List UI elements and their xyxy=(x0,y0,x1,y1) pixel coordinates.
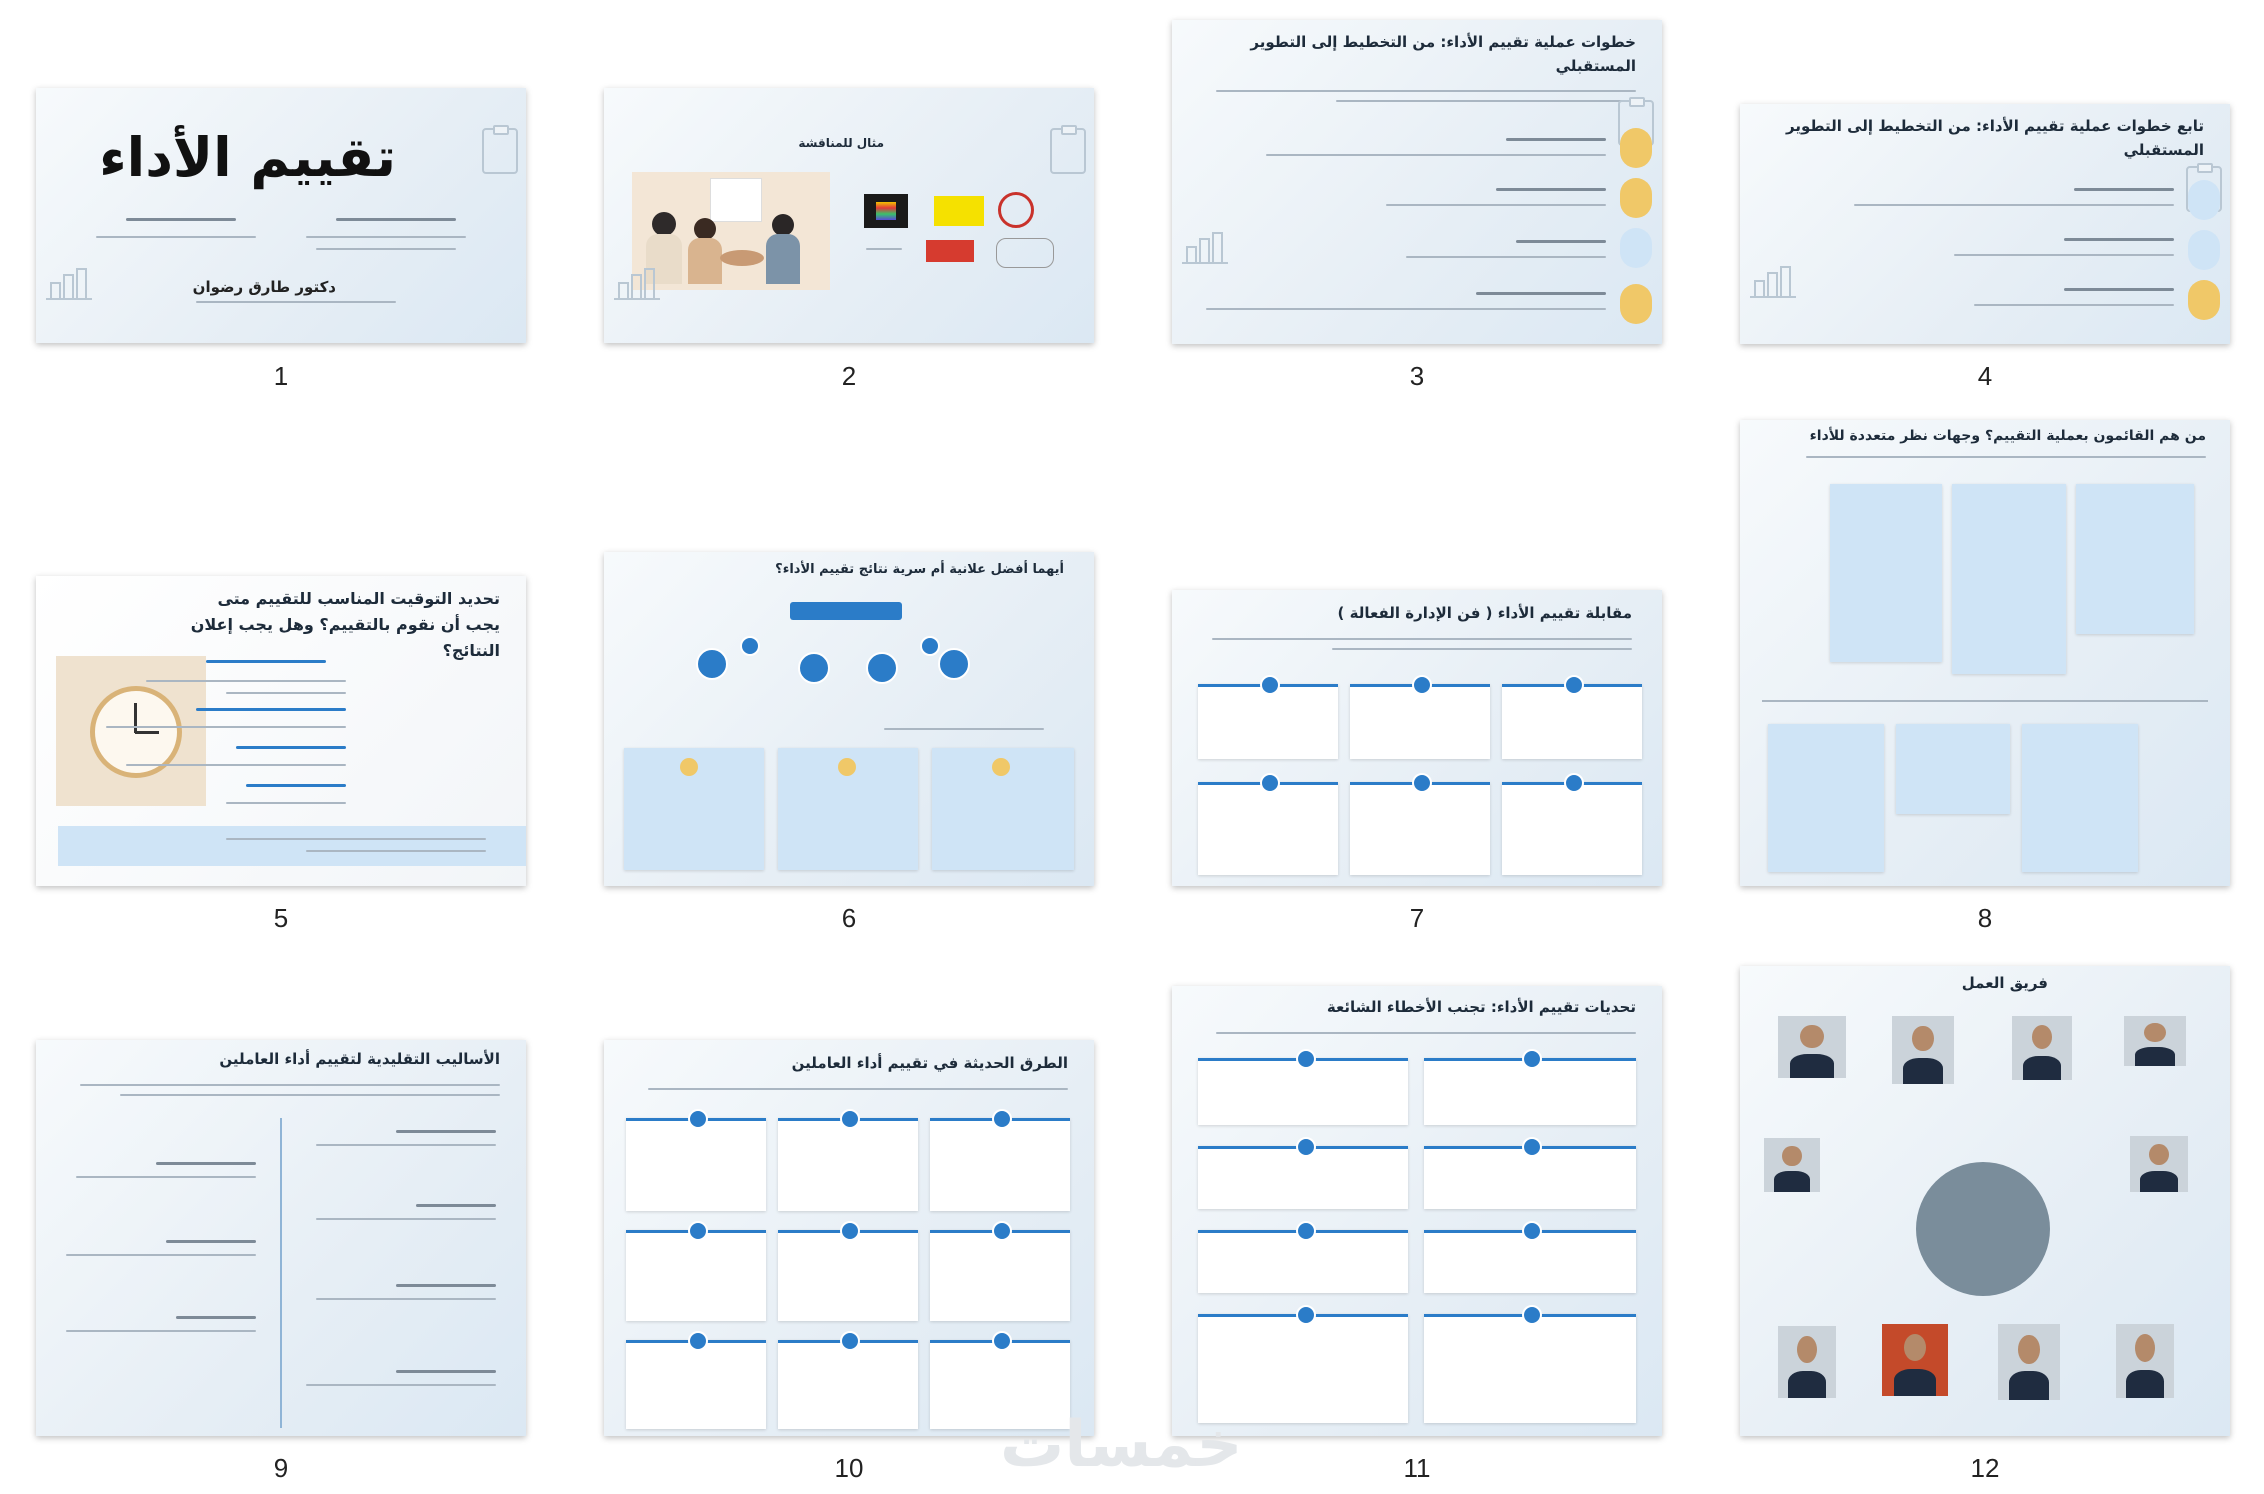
slide-title: تقييم الأداء xyxy=(99,126,396,189)
info-card xyxy=(624,748,764,870)
option-icon xyxy=(798,652,830,684)
info-card xyxy=(2022,724,2138,872)
slide-number: 4 xyxy=(1977,361,1993,391)
slide-title: خطوات عملية تقييم الأداء: من التخطيط إلى التطوير المستقبلي xyxy=(1250,33,1636,75)
info-card xyxy=(1424,1230,1636,1293)
timeline xyxy=(1762,700,2208,702)
slide-title: مقابلة تقييم الأداء ( فن الإدارة الفعالة ) xyxy=(1337,604,1632,622)
info-card xyxy=(1198,782,1338,875)
slide-9[interactable] xyxy=(36,1040,526,1436)
slide-title: مثال للمناقشة xyxy=(798,136,884,150)
logo-yellow xyxy=(934,196,984,226)
option-icon xyxy=(866,652,898,684)
team-member-photo xyxy=(2116,1324,2174,1398)
info-card xyxy=(1830,484,1942,662)
info-card xyxy=(2076,484,2194,634)
timeline xyxy=(280,1118,282,1428)
info-card xyxy=(1198,1230,1408,1293)
info-card xyxy=(1424,1314,1636,1423)
info-card xyxy=(778,1340,918,1429)
info-card xyxy=(1198,684,1338,759)
step-badge xyxy=(1620,178,1652,218)
info-card xyxy=(1896,724,2010,814)
group-photo xyxy=(1916,1162,2050,1296)
option-icon xyxy=(938,648,970,680)
watermark: خمسات xyxy=(1000,1408,1243,1482)
info-card xyxy=(1952,484,2066,674)
info-card xyxy=(778,748,918,870)
info-card xyxy=(626,1340,766,1429)
slide-11[interactable] xyxy=(1172,986,1662,1436)
info-card xyxy=(1350,684,1490,759)
info-card xyxy=(932,748,1074,870)
step-badge xyxy=(2188,230,2220,270)
chart-icon xyxy=(1182,230,1228,264)
info-card xyxy=(778,1118,918,1211)
clipboard-icon xyxy=(482,128,518,174)
slide-title: تحديد التوقيت المناسب للتقييم متى يجب أن نقوم بالتقييم؟ وهل يجب إعلان النتائج؟ xyxy=(190,589,500,660)
slide-number: 6 xyxy=(841,903,857,933)
step-badge xyxy=(1620,284,1652,324)
team-member-photo xyxy=(1778,1326,1836,1398)
slide-12[interactable] xyxy=(1740,966,2230,1436)
slide-number: 2 xyxy=(841,361,857,391)
slide-title: أيهما أفضل علانية أم سرية نتائج تقييم الأداء؟ xyxy=(775,562,1064,577)
logo-red xyxy=(926,240,974,262)
slide-number: 5 xyxy=(273,903,289,933)
slide-1[interactable] xyxy=(36,88,526,343)
step-badge xyxy=(1620,228,1652,268)
slide-3[interactable] xyxy=(1172,20,1662,344)
slide-number: 3 xyxy=(1409,361,1425,391)
slide-title: تحديات تقييم الأداء: تجنب الأخطاء الشائعة xyxy=(1326,998,1636,1016)
slide-10[interactable] xyxy=(604,1040,1094,1436)
info-card xyxy=(1768,724,1884,872)
step-badge xyxy=(2188,180,2220,220)
info-card xyxy=(930,1118,1070,1211)
info-card xyxy=(1198,1058,1408,1125)
team-member-photo xyxy=(1998,1324,2060,1400)
slide-6[interactable] xyxy=(604,552,1094,886)
info-card xyxy=(626,1118,766,1211)
chart-icon xyxy=(1750,264,1796,298)
team-member-photo xyxy=(1778,1016,1846,1078)
slide-number: 11 xyxy=(1403,1453,1431,1483)
clock-image xyxy=(56,656,206,806)
info-card xyxy=(1198,1314,1408,1423)
info-card xyxy=(778,1230,918,1321)
team-member-photo xyxy=(2012,1016,2072,1080)
slide-4[interactable] xyxy=(1740,104,2230,344)
slide-title: الطرق الحديثة في تقييم أداء العاملين xyxy=(791,1054,1068,1072)
logo-dark xyxy=(864,194,908,228)
slide-number: 10 xyxy=(834,1453,864,1483)
slide-number: 8 xyxy=(1977,903,1993,933)
team-member-photo xyxy=(1882,1324,1948,1396)
chart-icon xyxy=(614,266,660,300)
team-member-photo xyxy=(2124,1016,2186,1066)
slide-title: فريق العمل xyxy=(1961,974,2048,992)
presenter-name: دكتور طارق رضوان xyxy=(192,278,336,296)
option-icon xyxy=(696,648,728,680)
info-card xyxy=(1424,1058,1636,1125)
slide-number: 12 xyxy=(1970,1453,2000,1483)
slide-number: 7 xyxy=(1409,903,1425,933)
logo-outline xyxy=(996,238,1054,268)
step-badge xyxy=(2188,280,2220,320)
slide-8[interactable] xyxy=(1740,420,2230,886)
team-member-photo xyxy=(2130,1136,2188,1192)
chart-icon xyxy=(46,266,92,300)
info-card xyxy=(930,1230,1070,1321)
info-card xyxy=(1424,1146,1636,1209)
slide-title: من هم القائمون بعملية التقييم؟ وجهات نظر متعددة للأداء xyxy=(1809,428,2206,444)
info-card xyxy=(1350,782,1490,875)
slide-number: 1 xyxy=(273,361,289,391)
logo-circle xyxy=(998,192,1034,228)
slide-number: 9 xyxy=(273,1453,289,1483)
meeting-illustration xyxy=(632,172,830,290)
slide-title: الأساليب التقليدية لتقييم أداء العاملين xyxy=(219,1050,500,1068)
slide-7[interactable] xyxy=(1172,590,1662,886)
team-member-photo xyxy=(1764,1138,1820,1192)
step-badge xyxy=(1620,128,1652,168)
slide-5[interactable] xyxy=(36,576,526,886)
info-card xyxy=(1502,684,1642,759)
header-chip xyxy=(790,602,902,620)
info-card xyxy=(1198,1146,1408,1209)
slide-title: تابع خطوات عملية تقييم الأداء: من التخطيط إلى التطوير المستقبلي xyxy=(1786,117,2204,159)
team-member-photo xyxy=(1892,1016,1954,1084)
info-card xyxy=(1502,782,1642,875)
note-box xyxy=(58,826,526,866)
info-card xyxy=(626,1230,766,1321)
slide-2[interactable] xyxy=(604,88,1094,343)
clipboard-icon xyxy=(1050,128,1086,174)
